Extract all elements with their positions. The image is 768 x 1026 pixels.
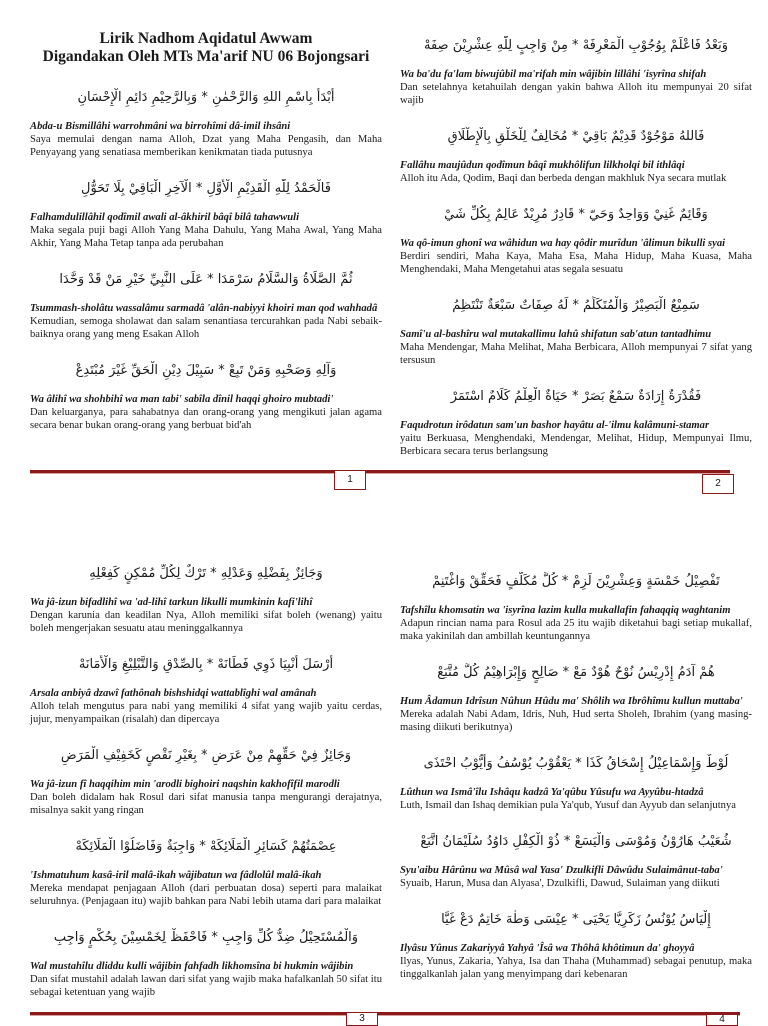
verse-arabic: وَجَائِزٌ فِيْ حَقِّهِمْ مِنْ عَرَضِ * بِغَيْرِ نَقْصٍ كَخَفِيْفِ الْمَرَضِ xyxy=(60,748,352,763)
verse-transliteration: 'Ishmatuhum kasâ-iril malâ-ikah wâjibatun wa fâdlolûl malâ-ikah xyxy=(30,870,322,881)
verse xyxy=(400,754,752,812)
verse-transliteration: Hum Âdamun Idrîsun Nûhun Hûdu ma' Shôlih wa Ibrôhîmu kullun muttaba' xyxy=(400,696,743,707)
page-number-1: 1 xyxy=(334,470,366,490)
verse-transliteration: Falhamdulillâhil qodîmil awali al-âkhiril bâqî bilâ tahawwuli xyxy=(30,212,300,223)
page-1 xyxy=(30,30,382,432)
page-2 xyxy=(400,36,752,458)
page-footer-rule xyxy=(30,470,730,474)
verse-translation: Dan setelahnya ketahuilah dengan yakin bahwa Alloh itu mempunyai 20 sifat wajib xyxy=(400,82,752,106)
page-number-4: 4 xyxy=(706,1014,738,1026)
verse-transliteration: Tafshîlu khomsatin wa 'isyrîna lazim kulla mukallafin fahaqqiq waghtanim xyxy=(400,605,731,616)
verse-transliteration: Wa ba'du fa'lam biwujûbil ma'rifah min wâjibin lillâhi 'isyrîna shifah xyxy=(400,69,707,80)
verse-translation: Kemudian, semoga sholawat dan salam senantiasa tercurahkan pada Nabi sebaik-baiknya orang yang meng Esakan Alloh xyxy=(30,316,382,340)
verse-arabic: هُمْ آدَمُ إِدْرِيْسُ نُوْحٌ هُوْدٌ مَعْ * صَالِحٍ وَإِبْرَاهِيْمُ كُلٌّ مُتَّبَعْ xyxy=(437,665,715,680)
verse-translation: Dengan karunia dan keadilan Nya, Alloh memiliki sifat boleh (wenang) yaitu boleh mengerjakan sesuatu atau meninggalkannya xyxy=(30,610,382,634)
verse xyxy=(30,746,382,817)
verse-arabic: وَآلِهِ وَصَحْبِهِ وَمَنْ تَبِعْ * سَبِيْلَ دِيْنِ الْحَقِّ غَيْرَ مُبْتَدِعْ xyxy=(75,363,337,378)
verse-arabic: فَالْحَمْدُ لِلّٰهِ الْقَدِيْمِ الْأَوَّلِ * الْآخِرِ الْبَاقِيْ بِلَا تَحَوُّلِ xyxy=(81,181,331,196)
verse-transliteration: Ilyâsu Yûnus Zakariyyâ Yahyâ 'Îsâ wa Thôhâ khôtimun da' ghoyyâ xyxy=(400,943,695,954)
verse xyxy=(30,928,382,999)
page-4 xyxy=(400,572,752,981)
verse xyxy=(400,387,752,458)
sheet-top xyxy=(0,0,768,500)
verse-transliteration: Abda-u Bismillâhi warrohmâni wa birrohîmi dâ-imil ihsâni xyxy=(30,121,291,132)
verse xyxy=(400,127,752,185)
verse-translation: yaitu Berkuasa, Menghendaki, Mendengar, Melihat, Hidup, Mempunyai Ilmu, Berbicara secara terus berlangsung xyxy=(400,433,752,457)
verse xyxy=(400,205,752,276)
verse-transliteration: Arsala anbiyâ dzawî fathônah bishshidqi wattablîghi wal amânah xyxy=(30,688,317,699)
verse-transliteration: Wa âlihî wa shohbihî wa man tabi' sabîla dînil haqqi ghoiro mubtadi' xyxy=(30,394,334,405)
verse-translation: Mereka mendapat penjagaan Alloh (dari perbuatan dosa) seperti para malaikat seluruhnya. (Penjagaan itu) wajib bahkan para Nabi lebih utama dari para malaikat xyxy=(30,883,382,907)
verse-translation: Syuaib, Harun, Musa dan Alyasa', Dzulkifli, Dawud, Sulaiman yang diikuti xyxy=(400,878,720,889)
verse-arabic: وَقَائِمٌ غَنِيْ وَوَاحِدٌ وَحَيّ * قَادِرٌ مُرِيْدٌ عَالِمٌ بِكُلِّ شَيْ xyxy=(444,207,708,222)
verse-transliteration: Tsummash-sholâtu wassalâmu sarmadâ 'alân-nabiyyi khoiri man qod wahhadâ xyxy=(30,303,378,314)
verse-transliteration: Faqudrotun irôdatun sam'un bashor hayâtu al-'ilmu kalâmuni-stamar xyxy=(400,420,710,431)
verse-arabic: فَقُدْرَةٌ إِرَادَةٌ سَمْعٌ بَصَرْ * حَيَاةٌ الْعِلْمُ كَلَامٌ اسْتَمَرْ xyxy=(450,389,702,404)
verse xyxy=(30,88,382,159)
verse-translation: Saya memulai dengan nama Alloh, Dzat yang Maha Pengasih, dan Maha Penyayang yang senatiasa memberikan kenikmatan tiada putusnya xyxy=(30,134,382,158)
verse-transliteration: Samî'u al-bashîru wal mutakallimu lahû shifatun sab'atun tantadhimu xyxy=(400,329,712,340)
verse xyxy=(30,179,382,250)
verse-transliteration: Wa jâ-izun bifadlihî wa 'ad-lihî tarkun likulli mumkinin kafi'lihî xyxy=(30,597,313,608)
verse xyxy=(30,655,382,726)
sheet-bottom xyxy=(0,508,768,1024)
verse-arabic: أَرْسَلَ أَنْبِيَا ذَوِي فَطَانَهْ * بِالصِّدْقِ وَالتَّبْلِيْغِ وَالْأَمَانَهْ xyxy=(78,657,334,672)
verse-translation: Dan keluarganya, para sahabatnya dan orang-orang yang mengikuti jalan agama secara benar bukan orang-orang yang berbuat bid'ah xyxy=(30,407,382,431)
document-subtitle: Digandakan Oleh MTs Ma'arif NU 06 Bojongsari xyxy=(42,48,370,65)
verse xyxy=(30,564,382,635)
verse-arabic: إِلْيَاسُ يُوْنُسُ زَكَرِيَّا يَحْيَى * عِيْسَى وَطٰهَ خَاتِمٌ دَعْ غَيَّا xyxy=(441,912,711,927)
verse-translation: Ilyas, Yunus, Zakaria, Yahya, Isa dan Thaha (Muhammad) sebagai penutup, maka tinggalkanlah jalan yang menyimpang dari kebenaran xyxy=(400,956,752,980)
verse-arabic: وَبَعْدُ فَاعْلَمْ بِوُجُوْبِ الْمَعْرِفَهْ * مِنْ وَاجِبٍ لِلّٰهِ عِشْرِيْنَ صِفَهْ xyxy=(423,38,729,53)
verse-arabic: عِصْمَتُهُمْ كَسَائِرِ الْمَلَائِكَهْ * وَاجِبَةٌ وَفَاضَلُوْا الْمَلَائِكَهْ xyxy=(75,839,337,854)
verse-translation: Maha Mendengar, Maha Melihat, Maha Berbicara, Alloh mempunyai 7 sifat yang tersusun xyxy=(400,342,752,366)
verse-arabic: أَبْدَأُ بِاسْمِ اللهِ وَالرَّحْمٰنِ * وَبِالرَّحِيْمِ دَائِمِ الْإِحْسَانِ xyxy=(77,90,335,105)
verse-transliteration: Lûthun wa Ismâ'îlu Ishâqu kadzâ Ya'qûbu Yûsufu wa Ayyûbu-htadzâ xyxy=(400,787,704,798)
verse-arabic: ثُمَّ الصَّلَاةُ وَالسَّلَامُ سَرْمَدَا * عَلَى النَّبِيِّ خَيْرِ مَنْ قَدْ وَحَّدَا xyxy=(59,272,353,287)
verse-translation: Alloh telah mengutus para nabi yang memiliki 4 sifat yang wajib yaitu cerdas, jujur, menyampaikan (risalah) dan dipercaya xyxy=(30,701,382,725)
verse-transliteration: Syu'aibu Hârûnu wa Mûsâ wal Yasa' Dzulkifli Dâwûdu Sulaimânut-taba' xyxy=(400,865,723,876)
verse-transliteration: Fallâhu maujûdun qodîmun bâqî mukhôlifun lilkholqi bil ithlâqi xyxy=(400,160,685,171)
verse xyxy=(400,832,752,890)
verse-translation: Luth, Ismail dan Ishaq demikian pula Ya'qub, Yusuf dan Ayyub dan selanjutnya xyxy=(400,800,736,811)
verse xyxy=(400,572,752,643)
verse-transliteration: Wa qô-imun ghonî wa wâhidun wa hay qôdir murîdun 'âlimun bikulli syai xyxy=(400,238,726,249)
page-number-3: 3 xyxy=(346,1012,378,1026)
verse-arabic: شُعَيْبُ هَارُوْنُ وَمُوْسَى وَالْيَسَعْ * ذُوْ الْكِفْلِ دَاوُدُ سُلَيْمَانُ اتَّبَعْ xyxy=(420,834,732,849)
verse-translation: Mereka adalah Nabi Adam, Idris, Nuh, Hud serta Sholeh, Ibrahim (yang masing-masing diikuti berikutnya) xyxy=(400,709,752,733)
verse-translation: Adapun rincian nama para Rosul ada 25 itu wajib diketahui bagi setiap mukallaf, maka yakinilah dan ambillah keuntungannya xyxy=(400,618,752,642)
verse xyxy=(400,910,752,981)
page-3 xyxy=(30,564,382,999)
verse-arabic: فَاللهُ مَوْجُوْدٌ قَدِيْمٌ بَاقِيْ * مُخَالِفٌ لِلْخَلْقِ بِالْإِطْلَاقِ xyxy=(447,129,705,144)
verse-arabic: وَجَائِزٌ بِفَضْلِهِ وَعَدْلِهِ * تَرْكٌ لِكُلِّ مُمْكِنٍ كَفِعْلِهِ xyxy=(89,566,323,581)
verse-translation: Dan boleh didalam hak Rosul dari sifat manusia tanpa mengurangi derajatnya, misalnya sakit yang ringan xyxy=(30,792,382,816)
verse-translation: Maka segala puji bagi Alloh Yang Maha Dahulu, Yang Maha Awal, Yang Maha Akhir, Yang Maha Tetap tanpa ada perubahan xyxy=(30,225,382,249)
verse xyxy=(30,361,382,432)
page-footer-rule xyxy=(30,1012,740,1016)
verse-translation: Alloh itu Ada, Qodim, Baqi dan berbeda dengan makhluk Nya secara mutlak xyxy=(400,173,727,184)
verse-arabic: وَالْمُسْتَحِيْلُ ضِدُّ كُلِّ وَاجِبِ * فَاحْفَظْ لِخَمْسِيْنَ بِحُكْمٍ وَاجِبِ xyxy=(53,930,359,945)
document-title: Lirik Nadhom Aqidatul Awwam xyxy=(99,30,313,47)
verse xyxy=(400,296,752,367)
verse xyxy=(400,663,752,734)
verse xyxy=(400,36,752,107)
page-number-2: 2 xyxy=(702,474,734,494)
verse-translation: Dan sifat mustahil adalah lawan dari sifat yang wajib maka hafalkanlah 50 sifat itu sebagai ketentuan yang wajib xyxy=(30,974,382,998)
verse-transliteration: Wa jâ-izun fî haqqihim min 'arodli bighoiri naqshin kakhofîfil marodli xyxy=(30,779,340,790)
verse xyxy=(30,837,382,908)
verse xyxy=(30,270,382,341)
verse-arabic: سَمِيْعٌ الْبَصِيْرُ وَالْمُتَكَلِّمُ * لَهُ صِفَاتٌ سَبْعَةٌ تَنْتَظِمُ xyxy=(452,298,700,313)
verse-transliteration: Wal mustahîlu dliddu kulli wâjibin fahfadh likhomsîna bi hukmin wâjibin xyxy=(30,961,354,972)
verse-translation: Berdiri sendiri, Maha Kaya, Maha Esa, Maha Hidup, Maha Kuasa, Maha Menghendaki, Maha Mengetahui atas segala sesuatu xyxy=(400,251,752,275)
verse-arabic: لُوْطٌ وَإِسْمَاعِيْلُ إِسْحَاقُ كَذَا * يَعْقُوْبُ يُوْسُفُ وَأَيُّوْبُ احْتَذَى xyxy=(423,756,729,771)
verse-arabic: تَفْصِيْلُ خَمْسَةٍ وَعِشْرِيْنَ لَزِمْ * كُلَّ مُكَلَّفٍ فَحَقِّقْ وَاغْتَنِمْ xyxy=(432,574,720,589)
